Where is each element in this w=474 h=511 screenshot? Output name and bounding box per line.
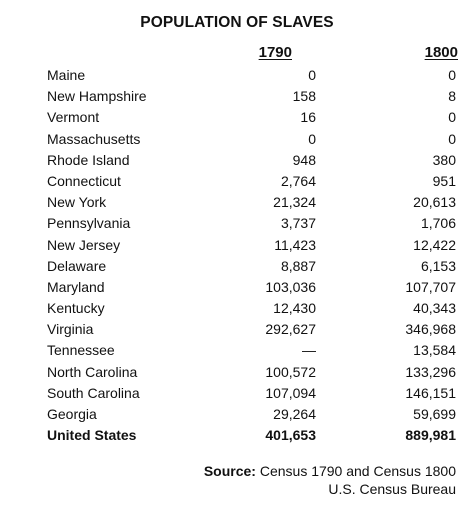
value-1800: 20,613: [413, 194, 456, 211]
table-row: [0, 362, 474, 383]
state-name: Georgia: [47, 406, 97, 422]
value-1790: 948: [292, 151, 316, 168]
value-1790: 11,423: [274, 236, 316, 253]
value-1790: 2,764: [280, 172, 316, 189]
value-1790: 401,653: [265, 427, 316, 444]
state-name: United States: [47, 427, 137, 444]
value-1800: 0: [448, 130, 456, 147]
table-row: [0, 65, 474, 86]
value-1800: 0: [448, 67, 456, 83]
value-1790: 158: [292, 88, 316, 105]
source-note: [204, 462, 456, 498]
value-1790: —: [302, 342, 316, 359]
state-name: Massachusetts: [47, 130, 141, 147]
table-row: [0, 298, 474, 319]
source-line-2: U.S. Census Bureau: [328, 481, 456, 497]
value-1800: 146,151: [405, 384, 456, 401]
value-1790: 3,737: [280, 215, 316, 232]
state-name: Tennessee: [47, 342, 115, 359]
value-1790: 29,264: [273, 406, 316, 422]
state-name: Maryland: [47, 278, 105, 295]
value-1800: 6,153: [420, 257, 456, 274]
table-row: [0, 192, 474, 213]
value-1800: 133,296: [405, 363, 456, 380]
value-1790: 100,572: [265, 363, 316, 380]
value-1800: 8: [448, 88, 456, 105]
source-label: Source:: [203, 463, 256, 479]
population-table: [0, 65, 474, 446]
value-1790: 12,430: [273, 300, 316, 317]
table-row: [0, 107, 474, 128]
state-name: South Carolina: [47, 384, 140, 401]
value-1790: 16: [300, 109, 316, 126]
state-name: Connecticut: [47, 172, 121, 189]
value-1800: 380: [432, 151, 456, 168]
state-name: North Carolina: [47, 363, 138, 380]
state-name: Kentucky: [47, 300, 105, 317]
table-title: POPULATION OF SLAVES: [140, 14, 334, 31]
state-name: Pennsylvania: [47, 215, 131, 232]
value-1790: 8,887: [280, 257, 316, 274]
source-line-1: [204, 462, 456, 480]
value-1790: 21,324: [273, 194, 316, 211]
state-name: Rhode Island: [47, 151, 130, 168]
column-header-1800: 1800: [424, 44, 458, 61]
value-1790: 0: [308, 130, 316, 147]
table-row: [0, 256, 474, 277]
state-name: Maine: [47, 67, 86, 83]
table-row: [0, 319, 474, 340]
total-row: [0, 425, 474, 446]
value-1800: 12,422: [413, 236, 456, 253]
value-1790: 0: [308, 67, 316, 83]
state-name: Vermont: [47, 109, 100, 126]
table-row: [0, 340, 474, 361]
state-name: Virginia: [47, 321, 94, 338]
table-row: [0, 383, 474, 404]
state-name: New Hampshire: [47, 88, 147, 105]
column-header-1790: 1790: [258, 44, 292, 61]
table-row: [0, 86, 474, 107]
table-row: [0, 277, 474, 298]
table-row: [0, 129, 474, 150]
table-row: [0, 171, 474, 192]
state-name: New Jersey: [47, 236, 121, 253]
table-row: [0, 404, 474, 425]
value-1790: 103,036: [265, 278, 316, 295]
value-1800: 951: [432, 172, 456, 189]
state-name: Delaware: [47, 257, 107, 274]
value-1800: 59,699: [413, 406, 456, 422]
table-row: [0, 213, 474, 234]
value-1800: 0: [448, 109, 456, 126]
table-row: [0, 235, 474, 256]
value-1800: 1,706: [420, 215, 456, 232]
source-text: Census 1790 and Census 1800: [259, 463, 456, 479]
value-1800: 13,584: [413, 342, 456, 359]
table-row: [0, 150, 474, 171]
value-1800: 346,968: [405, 321, 456, 338]
value-1800: 107,707: [405, 278, 456, 295]
value-1800: 40,343: [413, 300, 456, 317]
state-name: New York: [47, 194, 107, 211]
value-1800: 889,981: [405, 427, 456, 444]
value-1790: 292,627: [265, 321, 316, 338]
value-1790: 107,094: [265, 384, 316, 401]
